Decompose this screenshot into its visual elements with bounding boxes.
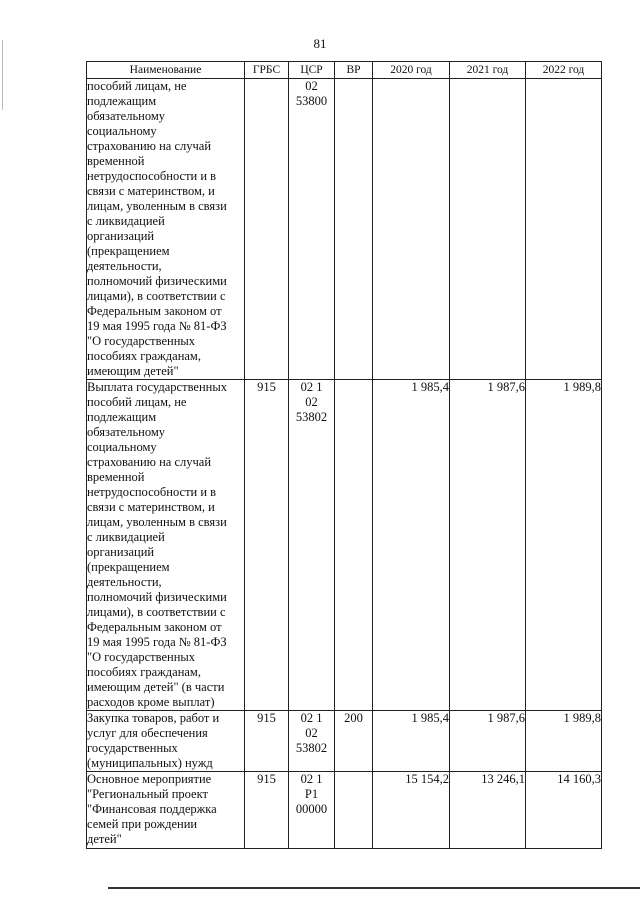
cell-grbs: 915 (245, 380, 289, 711)
table-header-row (87, 62, 602, 79)
cell-2022 (526, 79, 602, 380)
cell-vr (335, 772, 373, 849)
cell-name: Закупка товаров, работ и услуг для обеспечения государственных (муниципальных) нужд (87, 711, 245, 772)
cell-2020: 15 154,2 (373, 772, 450, 849)
cell-2021: 1 987,6 (450, 711, 526, 772)
page-number: 81 (313, 36, 327, 51)
cell-vr (335, 380, 373, 711)
cell-2020 (373, 79, 450, 380)
cell-vr: 200 (335, 711, 373, 772)
table-row (87, 79, 602, 380)
cell-grbs (245, 79, 289, 380)
cell-csr: 02 1 02 53802 (289, 380, 335, 711)
cell-vr (335, 79, 373, 380)
table-row (87, 772, 602, 849)
header-2022: 2022 год (526, 62, 602, 79)
cell-csr: 02 1 02 53802 (289, 711, 335, 772)
cell-name: Выплата государственных пособий лицам, не подлежащим обязательному социальному страхованию на случай временной нетрудоспособности и в связи с материнством, и лицам, уволенным в связи с ликвидацией организаций (прекращением деятельности, полномочий физическими лицами), в соответствии с Федеральным законом от 19 мая 1995 года № 81-ФЗ "О государственных пособиях гражданам, имеющим детей" (в части расходов кроме выплат) (87, 380, 245, 711)
cell-name: Основное мероприятие "Региональный проект "Финансовая поддержка семей при рождении детей" (87, 772, 245, 849)
cell-csr: 02 53800 (289, 79, 335, 380)
cell-2022: 1 989,8 (526, 711, 602, 772)
cell-2020: 1 985,4 (373, 711, 450, 772)
header-csr: ЦСР (289, 62, 335, 79)
cell-grbs: 915 (245, 711, 289, 772)
table-row (87, 380, 602, 711)
header-vr: ВР (335, 62, 373, 79)
header-grbs: ГРБС (245, 62, 289, 79)
cell-csr: 02 1 P1 00000 (289, 772, 335, 849)
cell-2022: 1 989,8 (526, 380, 602, 711)
cell-2020: 1 985,4 (373, 380, 450, 711)
cell-name: пособий лицам, не подлежащим обязательному социальному страхованию на случай временной нетрудоспособности и в связи с материнством, и лицам, уволенным в связи с ликвидацией организаций (прекращением деятельности, полномочий физическими лицами), в соответствии с Федеральным законом от 19 мая 1995 года № 81-ФЗ "О государственных пособиях гражданам, имеющим детей" (87, 79, 245, 380)
cell-2021 (450, 79, 526, 380)
cell-grbs: 915 (245, 772, 289, 849)
cell-2021: 13 246,1 (450, 772, 526, 849)
cell-2022: 14 160,3 (526, 772, 602, 849)
header-2021: 2021 год (450, 62, 526, 79)
table-row (87, 711, 602, 772)
header-name: Наименование (87, 62, 245, 79)
cell-2021: 1 987,6 (450, 380, 526, 711)
bottom-rule (108, 887, 640, 889)
header-2020: 2020 год (373, 62, 450, 79)
budget-table (86, 61, 602, 849)
